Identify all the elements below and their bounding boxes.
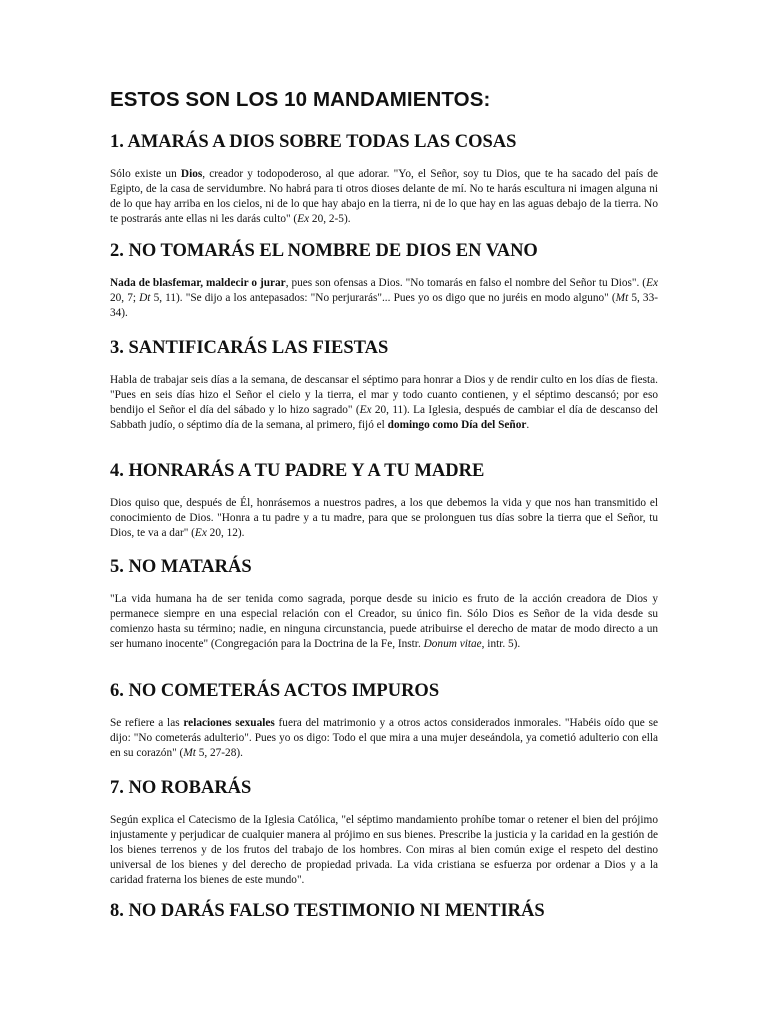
body-text: 20, 2-5). <box>309 213 351 226</box>
body-text: , creador y todopoderoso, al que adorar. "Yo, el Señor, soy tu Dios, que te ha sacado del país de Egipto, de la casa de servidumbre. No habrá para ti otros dioses delante de mí. No te harás escultura ni imagen alguna ni de lo que hay arriba en los cielos, ni de lo que hay abajo en la tierra, ni de lo que hay en las aguas debajo de la tierra. No te postrarás ante ellas ni les darás culto" ( <box>110 168 658 226</box>
body-text: Habla de trabajar seis días a la semana, de descansar el séptimo para honrar a Dios y de rendir culto en los días de fiesta. "Pues en seis días hizo el Señor el cielo y la tierra, el mar y todo cuanto contienen, y el séptimo descansó; por eso bendijo el Señor el día del sábado y lo hizo sagrado" ( <box>110 374 658 417</box>
italic-citation: Mt <box>615 292 629 305</box>
italic-citation: Ex <box>194 527 207 540</box>
bold-text: relaciones sexuales <box>183 717 275 729</box>
bold-text: Dios <box>180 168 203 180</box>
commandment-heading: 5. NO MATARÁS <box>110 557 252 577</box>
italic-citation: Mt <box>183 747 196 760</box>
commandment-heading: 2. NO TOMARÁS EL NOMBRE DE DIOS EN VANO <box>110 241 538 261</box>
commandment-heading: 7. NO ROBARÁS <box>110 778 252 798</box>
commandment-body <box>110 167 658 227</box>
body-text: Dios quiso que, después de Él, honrásemos a nuestros padres, a los que debemos la vida y que nos han transmitido el conocimiento de Dios. "Honra a tu padre y a tu madre, para que se prolonguen tus días sobre la tierra que el Señor, tu Dios, te va a dar" ( <box>110 497 658 540</box>
commandment-section-5 <box>110 556 658 652</box>
commandment-heading: 1. AMARÁS A DIOS SOBRE TODAS LAS COSAS <box>110 132 517 152</box>
body-text: fuera del matrimonio y a otros actos considerados inmorales. "Habéis oído que se dijo: "No cometerás adulterio". Pues yo os digo: Todo el que mira a una mujer deseándola, ya cometió adulterio con ella en su corazón" ( <box>110 717 658 760</box>
commandment-section-7 <box>110 777 658 888</box>
commandment-body <box>110 276 658 321</box>
commandment-body <box>110 716 658 761</box>
body-text: 5, 11). "Se dijo a los antepasados: "No perjurarás"... Pues yo os digo que no juréis en modo alguno" ( <box>150 292 616 305</box>
commandment-body <box>110 813 658 888</box>
body-text: 20, 11). La Iglesia, después de cambiar el día de descanso del Sabbath judío, o séptimo día de la semana, al primero, fijó el <box>110 404 658 432</box>
body-text: . <box>526 419 530 432</box>
body-text: Se refiere a las <box>110 717 184 729</box>
commandment-section-3 <box>110 337 658 433</box>
body-text: 5, 33-34). <box>110 292 658 320</box>
commandment-body <box>110 496 658 541</box>
body-text: 5, 27-28). <box>195 747 243 760</box>
body-text: 20, 12). <box>206 527 245 540</box>
body-text: Según explica el Catecismo de la Iglesia Católica, "el séptimo mandamiento prohíbe tomar o retener el bien del prójimo injustamente y perjudicar de cualquier manera al prójimo en sus bienes. Prescribe la justicia y la caridad en la gestión de los bienes terrenos y de los frutos del trabajo de los hombres. Con miras al bien común exige el respeto del destino universal de los bienes y del derecho de propiedad privada. La vida cristiana se esfuerza por ordenar a Dios y a la caridad fraterna los bienes de este mundo". <box>110 814 658 887</box>
body-text: 20, 7; <box>110 292 140 305</box>
commandment-heading: 6. NO COMETERÁS ACTOS IMPUROS <box>110 681 440 701</box>
bold-text: Nada de blasfemar, maldecir o jurar <box>110 277 286 289</box>
body-text: "La vida humana ha de ser tenida como sagrada, porque desde su inicio es fruto de la acción creadora de Dios y permanece siempre en una especial relación con el Creador, su único fin. Sólo Dios es Señor de la vida desde su comienzo hasta su término; nadie, en ninguna circunstancia, puede atribuirse el derecho de matar de modo directo a un ser humano inocente" (Congregación para la Doctrina de la Fe, Instr. <box>110 593 658 651</box>
italic-citation: Dt <box>139 292 151 305</box>
document-title: ESTOS SON LOS 10 MANDAMIENTOS: <box>110 88 491 111</box>
italic-citation: Donum vitae <box>423 638 482 651</box>
bold-text: domingo como Día del Señor <box>387 419 527 432</box>
commandment-body <box>110 373 658 433</box>
commandment-section-2 <box>110 240 658 321</box>
commandment-heading: 8. NO DARÁS FALSO TESTIMONIO NI MENTIRÁS <box>110 901 545 921</box>
commandment-section-1 <box>110 131 658 227</box>
commandment-heading: 4. HONRARÁS A TU PADRE Y A TU MADRE <box>110 461 485 481</box>
commandment-section-8 <box>110 900 658 922</box>
italic-citation: Ex <box>646 277 658 289</box>
body-text: , pues son ofensas a Dios. "No tomarás en falso el nombre del Señor tu Dios". ( <box>285 277 647 289</box>
body-text: Sólo existe un <box>110 168 181 180</box>
commandment-section-4 <box>110 460 658 541</box>
commandment-body <box>110 592 658 652</box>
italic-citation: Ex <box>297 213 310 226</box>
commandment-heading: 3. SANTIFICARÁS LAS FIESTAS <box>110 338 389 358</box>
italic-citation: Ex <box>359 404 372 417</box>
body-text: , intr. 5). <box>481 638 521 651</box>
commandment-section-6 <box>110 680 658 761</box>
